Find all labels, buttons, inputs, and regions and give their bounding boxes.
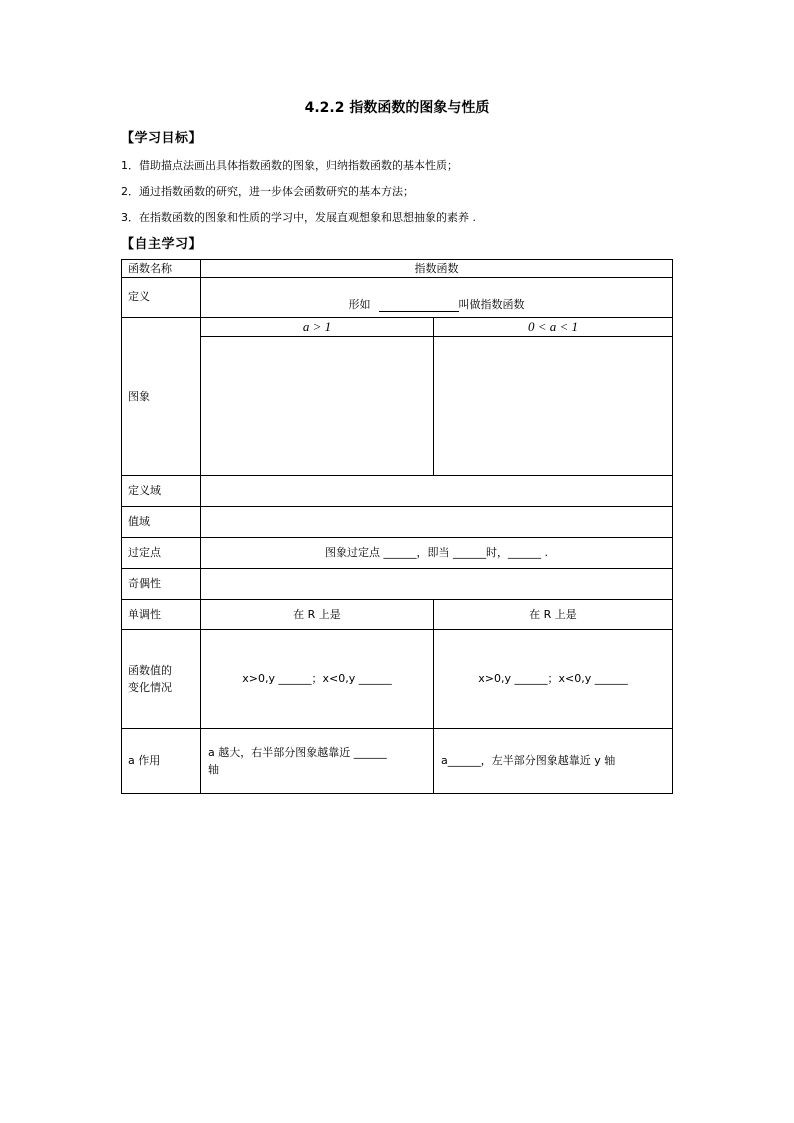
domain-label: 定义域 [128,484,161,498]
definition-prefix: 形如 [348,298,371,312]
goal-item: 3．在指数函数的图象和性质的学习中，发展直观想象和思想抽象的素养 . [121,211,476,224]
effect-left-line2: 轴 [208,763,219,776]
header-label: 函数名称 [128,261,172,275]
parity-label: 奇偶性 [128,577,161,591]
case-a-lt-1 [434,318,672,336]
range-label: 值域 [128,515,150,529]
monotonic-left: 在 R 上是 [293,607,341,621]
case-a-lt-1-text: 0 < a < 1 [527,318,579,334]
change-right: x>0,y ______；x<0,y ______ [478,672,628,686]
effect-label: a 作用 [128,754,161,768]
definition-blank [379,299,459,312]
change-label-line1: 函数值的 [128,663,172,677]
change-label-line2: 变化情况 [128,681,172,694]
fixed-point-label: 过定点 [128,546,161,560]
learning-goals-heading: 【学习目标】 [121,131,203,146]
self-study-heading: 【自主学习】 [121,237,203,252]
effect-left [201,729,433,793]
effect-left-line1: a 越大，右半部分图象越靠近 ______ [208,745,387,759]
change-left: x>0,y ______；x<0,y ______ [242,672,392,686]
properties-table [121,259,673,794]
monotonic-label: 单调性 [128,607,161,621]
change-label [121,630,200,728]
fixed-point-text: 图象过定点 ______，即当 ______时，______ . [325,546,548,560]
definition-suffix: 叫做指数函数 [458,298,525,312]
graph-area-a-gt-1 [201,337,433,475]
graph-area-a-lt-1 [434,337,672,475]
case-a-gt-1 [201,318,433,336]
goal-item: 1．借助描点法画出具体指数函数的图象，归纳指数函数的基本性质； [121,159,458,172]
page-title: 4.2.2 指数函数的图象与性质 [304,100,490,116]
graph-label: 图象 [128,389,150,403]
monotonic-right: 在 R 上是 [529,607,577,621]
effect-right: a______，左半部分图象越靠近 y 轴 [441,754,616,768]
case-a-gt-1-text: a > 1 [302,318,332,334]
definition-text [201,295,672,315]
goal-item: 2．通过指数函数的研究，进一步体会函数研究的基本方法； [121,185,414,198]
header-value: 指数函数 [414,261,459,275]
definition-label: 定义 [128,290,150,303]
